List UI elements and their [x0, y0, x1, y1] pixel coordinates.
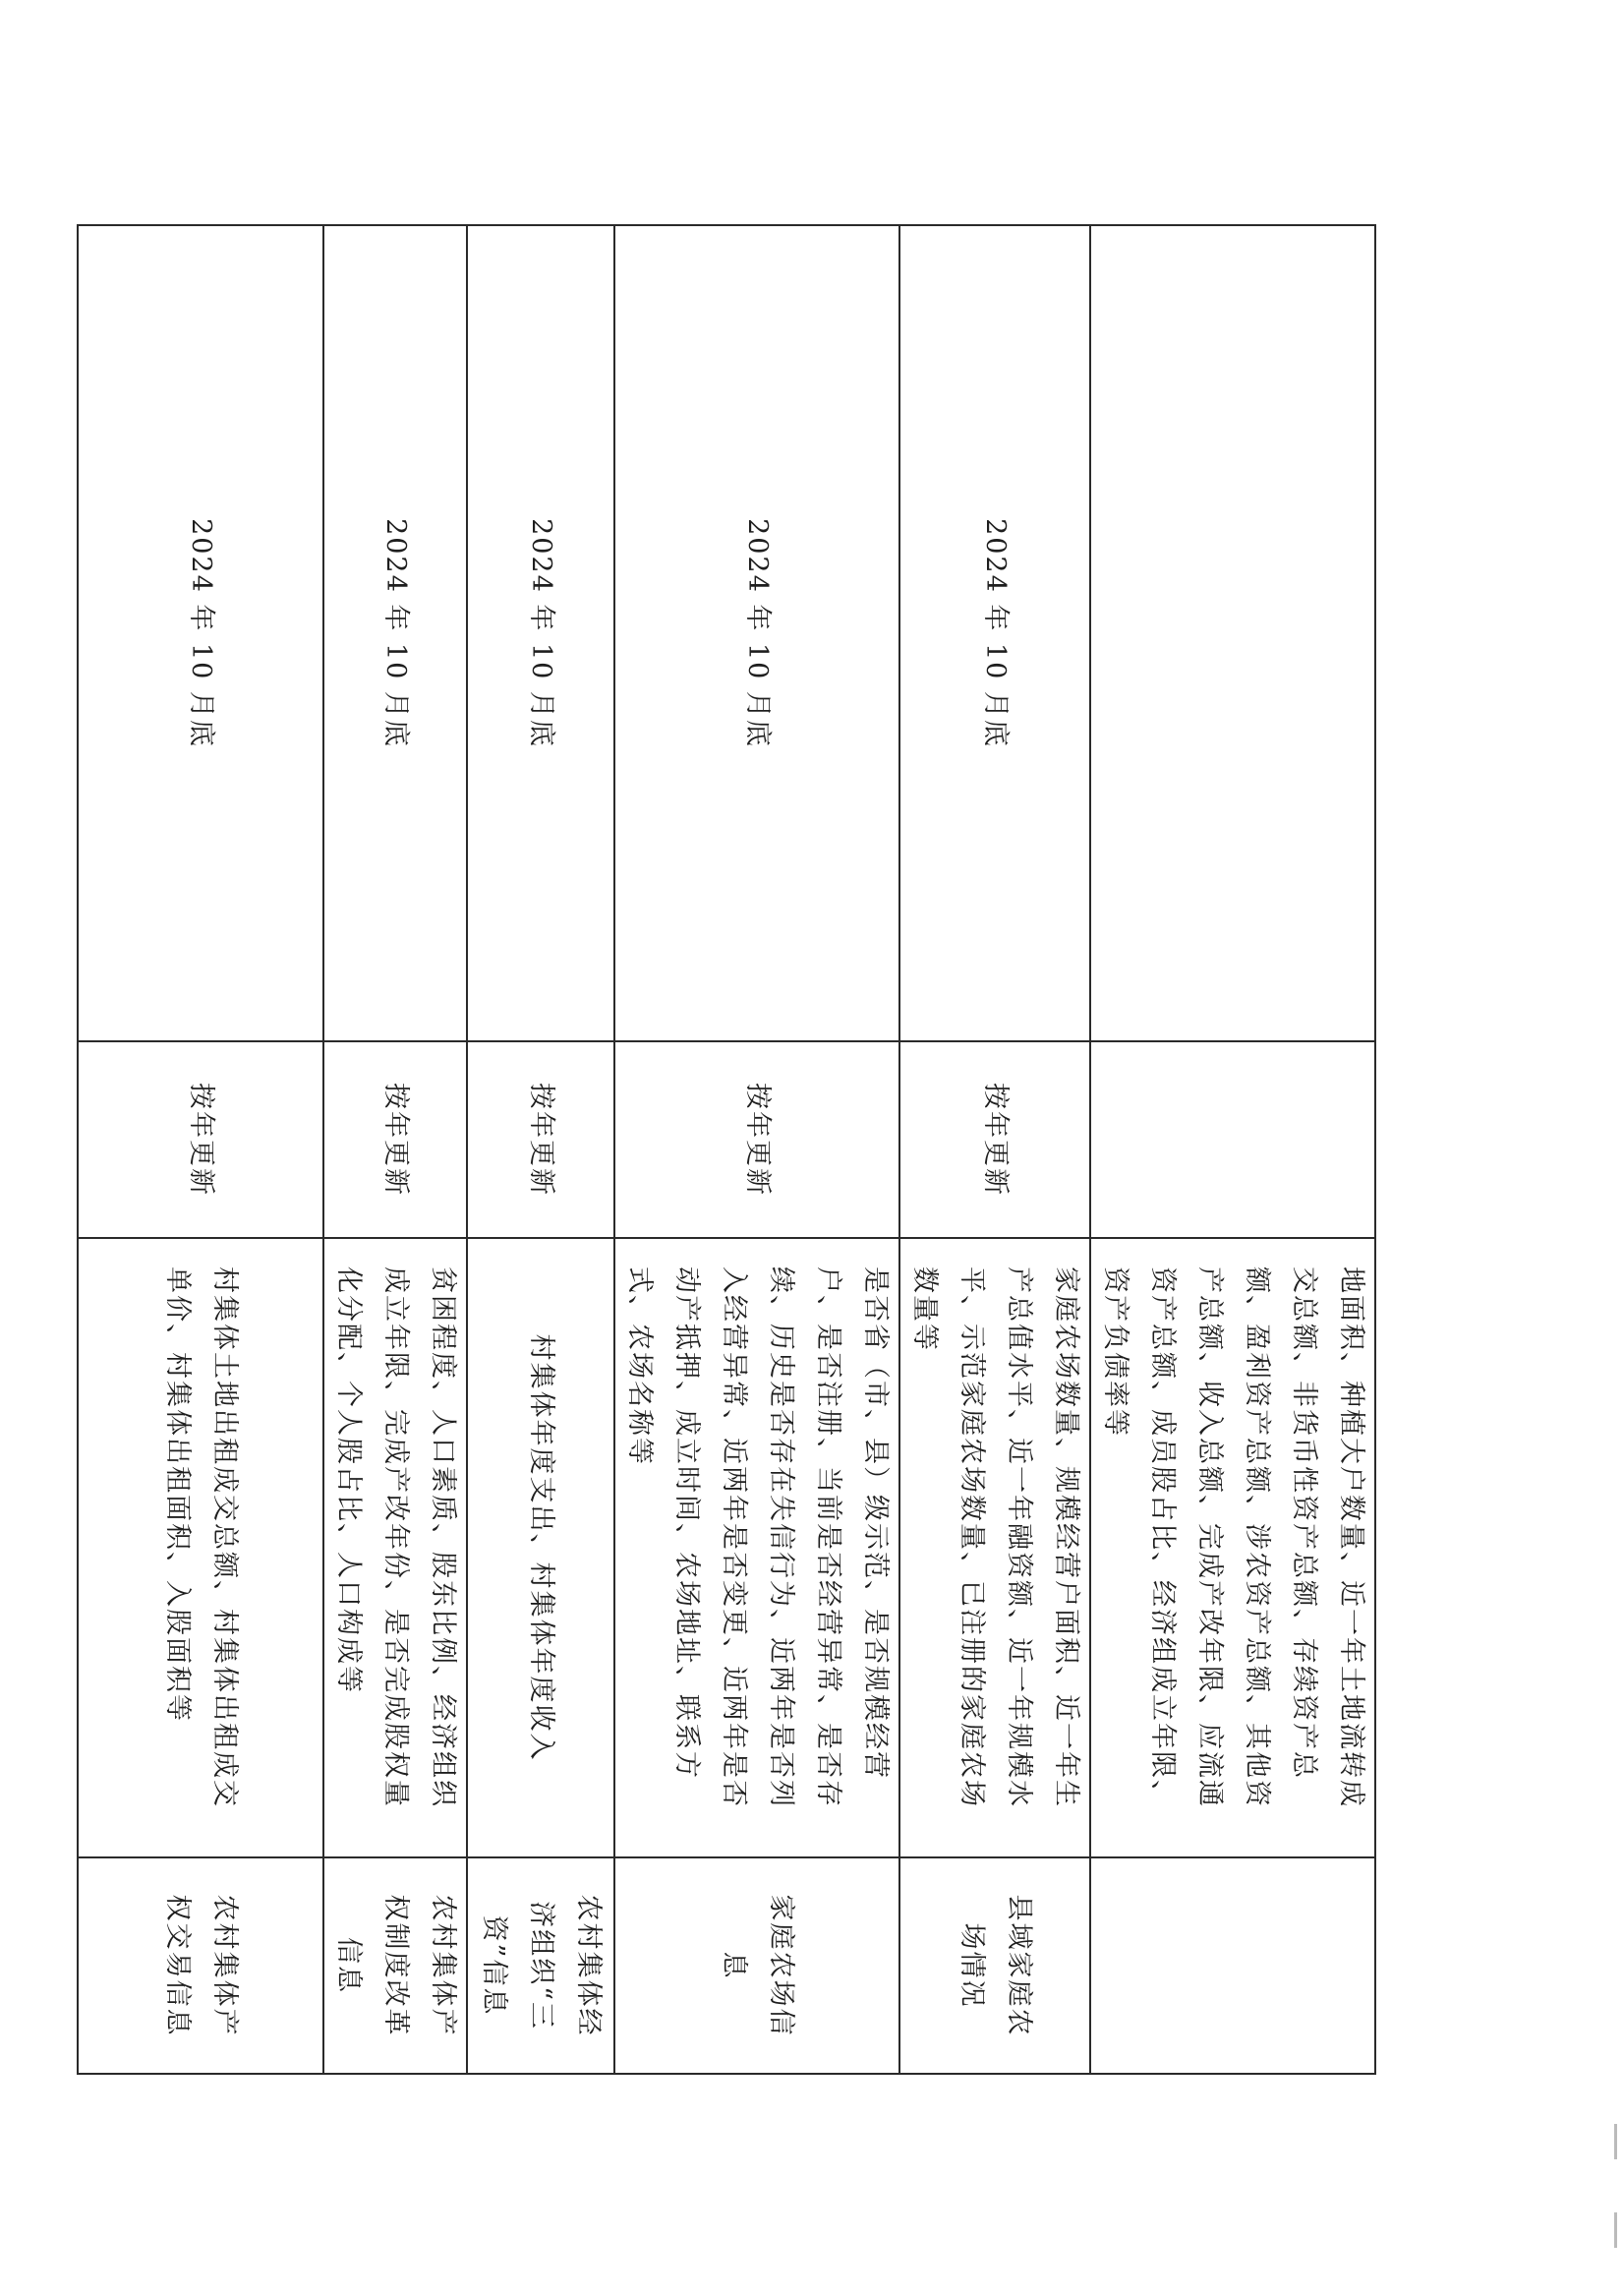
- content-cell: 地面积、种植大户数量、近一年土地流转成交总额、非货币性资产总额、存续资产总额、盈利资产总额、涉农资产总额、其他资产总额、收入总额、完成产改年限、应流通资产总额、成员股占比、经济组成立年限、资产负债率等: [1090, 1238, 1375, 1857]
- name-cell: [1090, 1857, 1375, 2074]
- frequency-cell: 按年更新: [614, 1041, 899, 1238]
- name-cell: 家庭农场信息: [614, 1857, 899, 2074]
- frequency-cell: 按年更新: [78, 1041, 323, 1238]
- table-row: [323, 225, 467, 2074]
- rotated-page-content: [162, 224, 1376, 2073]
- name-cell: 农村集体经济组织“三资”信息: [467, 1857, 614, 2074]
- deadline-cell: [1090, 225, 1375, 1041]
- deadline-cell: 2024 年 10 月底: [614, 225, 899, 1041]
- name-cell: 农村集体产权交易信息: [78, 1857, 323, 2074]
- data-catalog-table: [77, 224, 1376, 2075]
- table-row: [467, 225, 614, 2074]
- content-cell: 村集体年度支出、村集体年度收入: [467, 1238, 614, 1857]
- table-row: [614, 225, 899, 2074]
- frequency-cell: 按年更新: [899, 1041, 1090, 1238]
- content-cell: 是否省（市、县）级示范、是否规模经营户、是否注册、当前是否经营异常、是否存续、历史是否存在失信行为、近两年是否列入经营异常、近两年是否变更、近两年是否动产抵押、成立时间、农场地址、联系方式、农场名称等: [614, 1238, 899, 1857]
- frequency-cell: 按年更新: [467, 1041, 614, 1238]
- table-row: [78, 225, 323, 2074]
- table-row: [899, 225, 1090, 2074]
- deadline-cell: 2024 年 10 月底: [899, 225, 1090, 1041]
- deadline-cell: 2024 年 10 月底: [78, 225, 323, 1041]
- scan-edge-mark: [1614, 2124, 1617, 2159]
- content-cell: 村集体土地出租成交总额、村集体出租成交单价、村集体出租面积、入股面积等: [78, 1238, 323, 1857]
- deadline-cell: 2024 年 10 月底: [467, 225, 614, 1041]
- frequency-cell: [1090, 1041, 1375, 1238]
- deadline-cell: 2024 年 10 月底: [323, 225, 467, 1041]
- name-cell: 县域家庭农场情况: [899, 1857, 1090, 2074]
- frequency-cell: 按年更新: [323, 1041, 467, 1238]
- content-cell: 家庭农场数量、规模经营户面积、近一年生产总值水平、近一年融资额、近一年规模水平、示范家庭农场数量、已注册的家庭农场数量等: [899, 1238, 1090, 1857]
- table-row: [1090, 225, 1375, 2074]
- scan-edge-mark: [1614, 2212, 1617, 2248]
- content-cell: 贫困程度、人口素质、股东比例、经济组织成立年限、完成产改年份、是否完成股权量化分配、个人股占比、人口构成等: [323, 1238, 467, 1857]
- name-cell: 农村集体产权制度改革信息: [323, 1857, 467, 2074]
